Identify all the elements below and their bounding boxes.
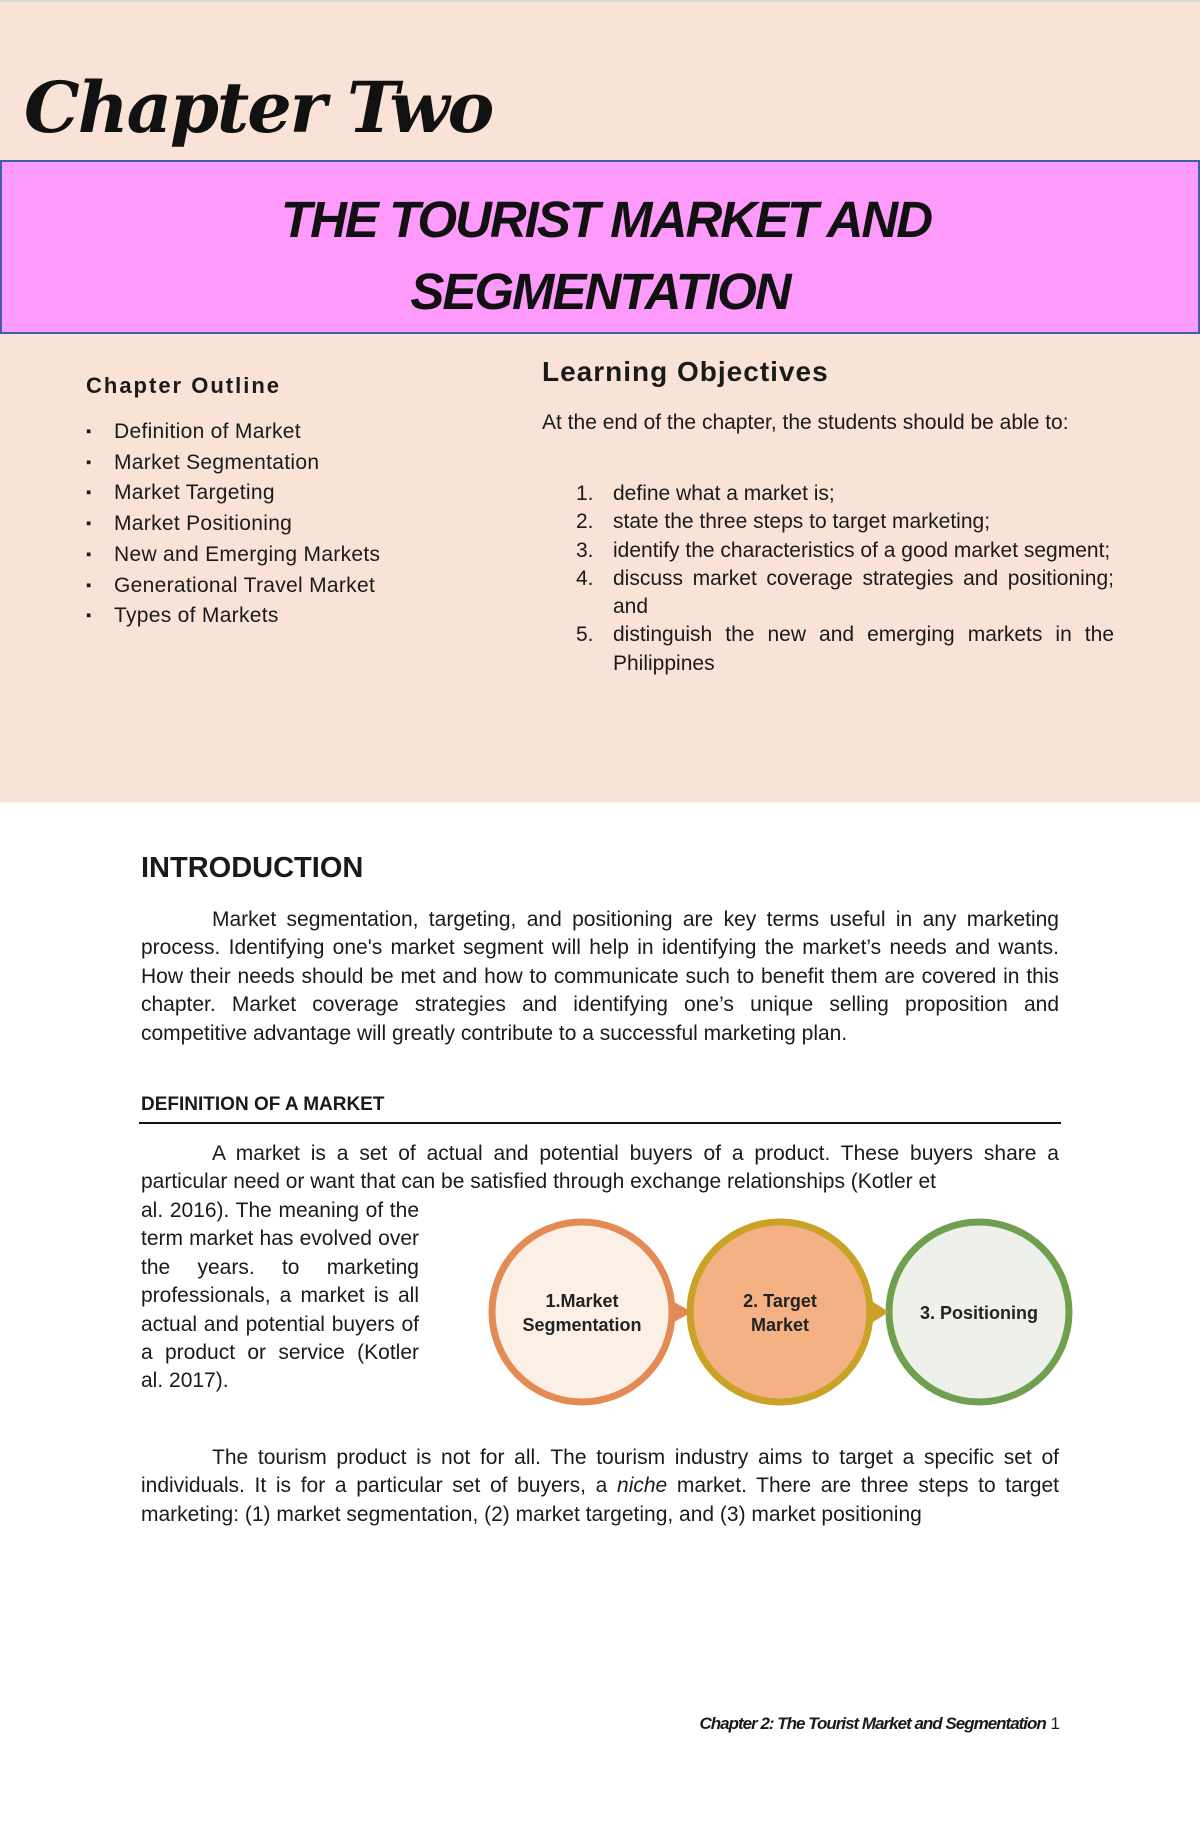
outline-item: ▪ Market Segmentation xyxy=(86,449,380,480)
stp-process-diagram xyxy=(480,1210,1080,1410)
step3-label: 3. Positioning xyxy=(919,1303,1039,1323)
niche-emphasis: niche xyxy=(617,1474,668,1498)
chapter-outline-list xyxy=(86,418,380,633)
chapter-outline-heading: Chapter Outline xyxy=(86,373,282,398)
chapter-script-title: Chapter Two xyxy=(24,66,493,149)
page-footer xyxy=(690,1714,1060,1734)
market-segmentation-circle xyxy=(492,1222,692,1402)
objective-item: 4. discuss market coverage strategies and positioning; and xyxy=(576,566,1114,619)
definition-side-paragraph: al. 2016). The meaning of the term market has evolved over the years. to marketing professionals, a market is all actual and potential buyers of a product or service (Kotler al. 2017). xyxy=(141,1199,419,1393)
footer-chapter-title: Chapter 2: The Tourist Market and Segmentation xyxy=(699,1714,1046,1733)
bullet-icon: ▪ xyxy=(86,545,92,563)
objective-item: 1. define what a market is; xyxy=(576,482,835,505)
target-market-circle xyxy=(690,1222,889,1402)
introduction-paragraph: Market segmentation, targeting, and positioning are key terms useful in any marketing process. Identifying one's market segment will help in identifying the market’s needs and wants. How their needs should be met and how to communicate such to benefit them are covered in this chapter. Market coverage strategies and identifying one’s unique selling proposition and competitive advantage will greatly contribute to a successful marketing plan. xyxy=(141,908,1059,1045)
bullet-icon: ▪ xyxy=(86,423,92,440)
step1-label-line1: 1.Market xyxy=(545,1291,619,1311)
outline-item: ▪ Generational Travel Market xyxy=(86,572,380,603)
learning-objectives-heading: Learning Objectives xyxy=(542,356,829,387)
chapter-title-line-1: THE TOURIST MARKET AND xyxy=(280,191,932,248)
definition-paragraph: A market is a set of actual and potential buyers of a product. These buyers share a particular need or want that can be satisfied through exchange relationships (Kotler et xyxy=(141,1142,1059,1194)
section-divider xyxy=(139,1122,1061,1124)
outline-item: ▪ Types of Markets xyxy=(86,602,380,633)
objective-item: 2. state the three steps to target marketing; xyxy=(576,510,991,534)
bullet-icon: ▪ xyxy=(86,607,92,625)
outline-item: ▪ New and Emerging Markets xyxy=(86,541,380,572)
step1-label-line2: Segmentation xyxy=(522,1315,642,1335)
bullet-icon: ▪ xyxy=(86,453,92,471)
outline-item: ▪ Market Targeting xyxy=(86,479,380,510)
outline-item: ▪ Definition of Market xyxy=(86,418,380,449)
step2-label-line2: Market xyxy=(750,1315,810,1335)
outline-item: ▪ Market Positioning xyxy=(86,510,380,541)
bullet-icon: ▪ xyxy=(86,515,92,533)
objective-item: 5. distinguish the new and emerging markets in the Philippines xyxy=(576,623,1114,675)
bullet-icon: ▪ xyxy=(86,576,92,594)
page-number: 1 xyxy=(1050,1714,1060,1733)
step2-label-line1: 2. Target xyxy=(743,1291,817,1311)
introduction-heading: INTRODUCTION xyxy=(141,852,364,884)
bullet-icon: ▪ xyxy=(86,484,92,502)
definition-heading: DEFINITION OF A MARKET xyxy=(141,1094,385,1115)
learning-objectives-intro: At the end of the chapter, the students should be able to: xyxy=(542,411,1069,434)
tourism-paragraph: The tourism product is not for all. The tourism industry aims to target a specific set of individuals. It is for a particular set of buyers, a niche market. There are three steps to target marketing: (1) market segmentation, (2) market targeting, and (3) market positioning xyxy=(141,1446,1059,1526)
chapter-title-line-2: SEGMENTATION xyxy=(410,263,790,320)
objective-item: 3. identify the characteristics of a good market segment; xyxy=(576,538,1111,562)
learning-objectives-list xyxy=(542,480,1114,678)
